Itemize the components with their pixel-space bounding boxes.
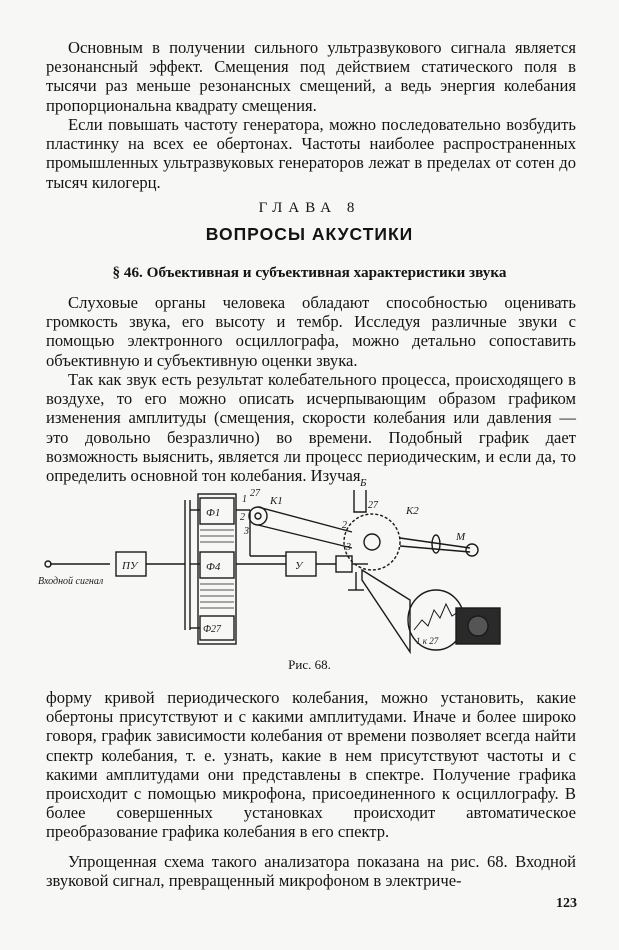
- brush-b-icon: [354, 490, 366, 512]
- paragraph-analyzer-scheme: Упрощенная схема такого анализатора показана на рис. 68. Входной звуковой сигнал, превращенный микрофоном в электриче-: [46, 852, 576, 891]
- label-n27a: 27: [250, 488, 260, 499]
- page-number: 123: [556, 896, 577, 911]
- section-title: § 46. Объективная и субъективная характеристики звука: [112, 264, 507, 281]
- label-u: У: [295, 560, 303, 572]
- paragraph-resonance: Основным в получении сильного ультразвукового сигнала является резонансный эффект. Смещения под действием статического поля в тысячи раз меньше резонансных смещений, а ведь энергия колебания пропорциональна квадрату смещения.: [46, 38, 576, 115]
- label-n1: 1: [242, 494, 247, 505]
- label-screen: 1 к 27: [416, 636, 439, 646]
- chapter-label: ГЛАВА 8: [258, 200, 361, 216]
- label-f27: Ф27: [203, 624, 222, 635]
- commutator-k1-icon: [249, 507, 267, 525]
- paragraph-hearing: Слуховые органы человека обладают способностью оценивать громкость звука, его высоту и тембр. Исследуя различные звуки с помощью электронного осциллографа, можно детально сопоставить объективную и субъективную оценки звука.: [46, 293, 576, 370]
- label-n3b: 3: [346, 542, 351, 553]
- label-b: Б: [360, 477, 367, 489]
- paragraph-spectrum: форму кривой периодического колебания, можно установить, какие обертоны присутствуют и с какими амплитудами. Иначе и более широко говоря, график зависимости колебания от времени позволяет всегда найти спектр колебания, т. е. узнать, какие в нем присутствуют частоты и с какими амплитудами они представлены в спектре. Получение графика происходит с помощью микрофона, присоединенного к осциллографу. В более совершенных установках происходит автоматическое преобразование графика колебания в его спектр.: [46, 688, 576, 842]
- motor-icon: [466, 544, 478, 556]
- label-k1: К1: [270, 495, 283, 507]
- label-k2: К2: [406, 505, 419, 517]
- paragraph-generator-frequency: Если повышать частоту генератора, можно последовательно возбудить пластинку на всех ее обертонах. Частоты наиболее распространенных промышленных ультразвуковых генераторов лежат в пределах от сотен до тысяч килогерц.: [46, 115, 576, 192]
- gear-k2-icon: [344, 514, 400, 570]
- chapter-title: ВОПРОСЫ АКУСТИКИ: [205, 224, 414, 244]
- label-n27b: 27: [368, 500, 378, 511]
- paragraph-oscillation-graph: Так как звук есть результат колебательного процесса, происходящего в воздухе, то его можно описать исчерпывающим образом графиком изменения амплитуды (смещения, скорости колебания или давления — это довольно безразлично) во времени. Подобный график дает возможность выяснить, является ли процесс периодическим, и если да, то определить основной тон колебания. Изучая: [46, 370, 576, 486]
- label-n2b: 2: [342, 520, 347, 531]
- label-n2: 2: [240, 512, 245, 523]
- figure-analyzer-diagram: [38, 477, 510, 655]
- label-f4: Ф4: [206, 561, 221, 573]
- label-f1: Ф1: [206, 507, 221, 519]
- label-input-signal: Входной сигнал: [38, 576, 104, 587]
- label-pu: ПУ: [122, 560, 138, 572]
- label-n3: 3: [244, 526, 249, 537]
- figure-caption: Рис. 68.: [288, 657, 331, 672]
- oscilloscope-tube: [362, 570, 410, 652]
- label-m: М: [456, 531, 466, 543]
